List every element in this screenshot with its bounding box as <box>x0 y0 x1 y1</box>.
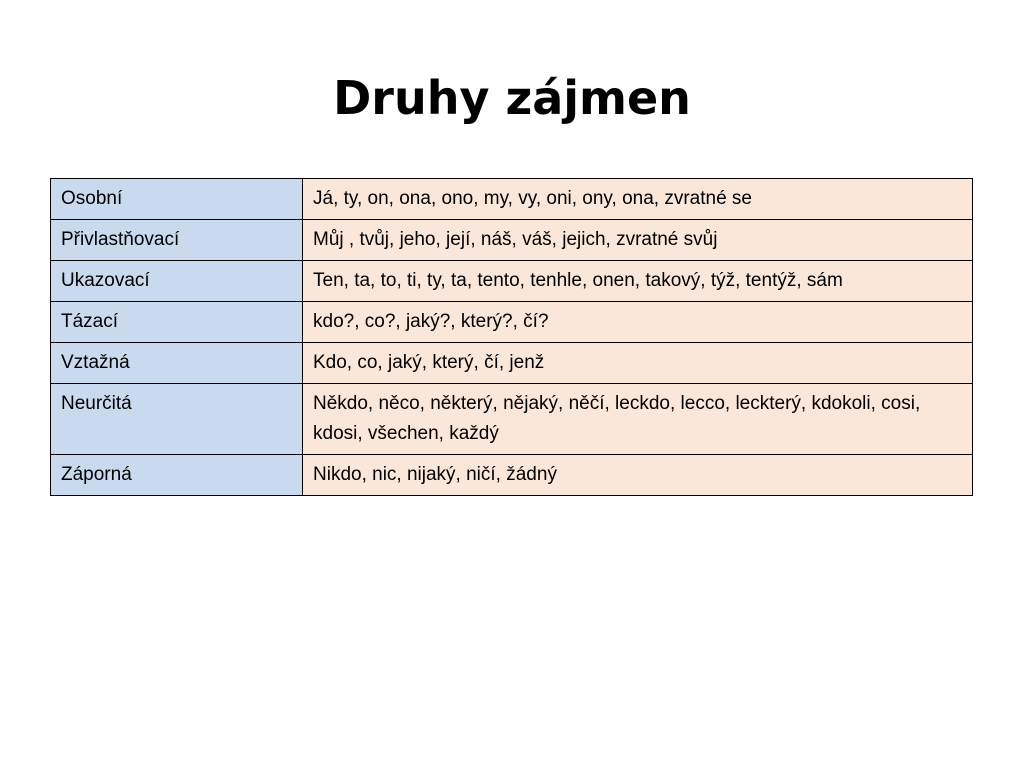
table-row-tazaci <box>51 302 973 343</box>
pronoun-types-table <box>50 178 973 496</box>
pronoun-examples-cell: Můj , tvůj, jeho, její, náš, váš, jejich, zvratné svůj <box>303 220 973 261</box>
pronoun-type-cell: Vztažná <box>51 343 303 384</box>
slide-title: Druhy zájmen <box>333 71 691 125</box>
pronoun-type-cell: Neurčitá <box>51 384 303 455</box>
pronoun-examples-cell: Kdo, co, jaký, který, čí, jenž <box>303 343 973 384</box>
pronoun-type-cell: Přivlastňovací <box>51 220 303 261</box>
pronoun-type-cell: Záporná <box>51 455 303 496</box>
pronoun-examples-cell: Nikdo, nic, nijaký, ničí, žádný <box>303 455 973 496</box>
pronoun-type-cell: Ukazovací <box>51 261 303 302</box>
table-row-ukazovaci <box>51 261 973 302</box>
pronoun-type-cell: Tázací <box>51 302 303 343</box>
pronoun-examples-cell: kdo?, co?, jaký?, který?, čí? <box>303 302 973 343</box>
pronoun-examples-cell: Někdo, něco, některý, nějaký, něčí, leckdo, lecco, leckterý, kdokoli, cosi, kdosi, všechen, každý <box>303 384 973 455</box>
pronoun-examples-cell: Ten, ta, to, ti, ty, ta, tento, tenhle, onen, takový, týž, tentýž, sám <box>303 261 973 302</box>
pronoun-examples-cell: Já, ty, on, ona, ono, my, vy, oni, ony, ona, zvratné se <box>303 179 973 220</box>
table-row-zaporna <box>51 455 973 496</box>
table-row-privlastnovaci <box>51 220 973 261</box>
pronoun-type-cell: Osobní <box>51 179 303 220</box>
table-row-neurcita <box>51 384 973 455</box>
table-row-vztazna <box>51 343 973 384</box>
table-row-osobni <box>51 179 973 220</box>
